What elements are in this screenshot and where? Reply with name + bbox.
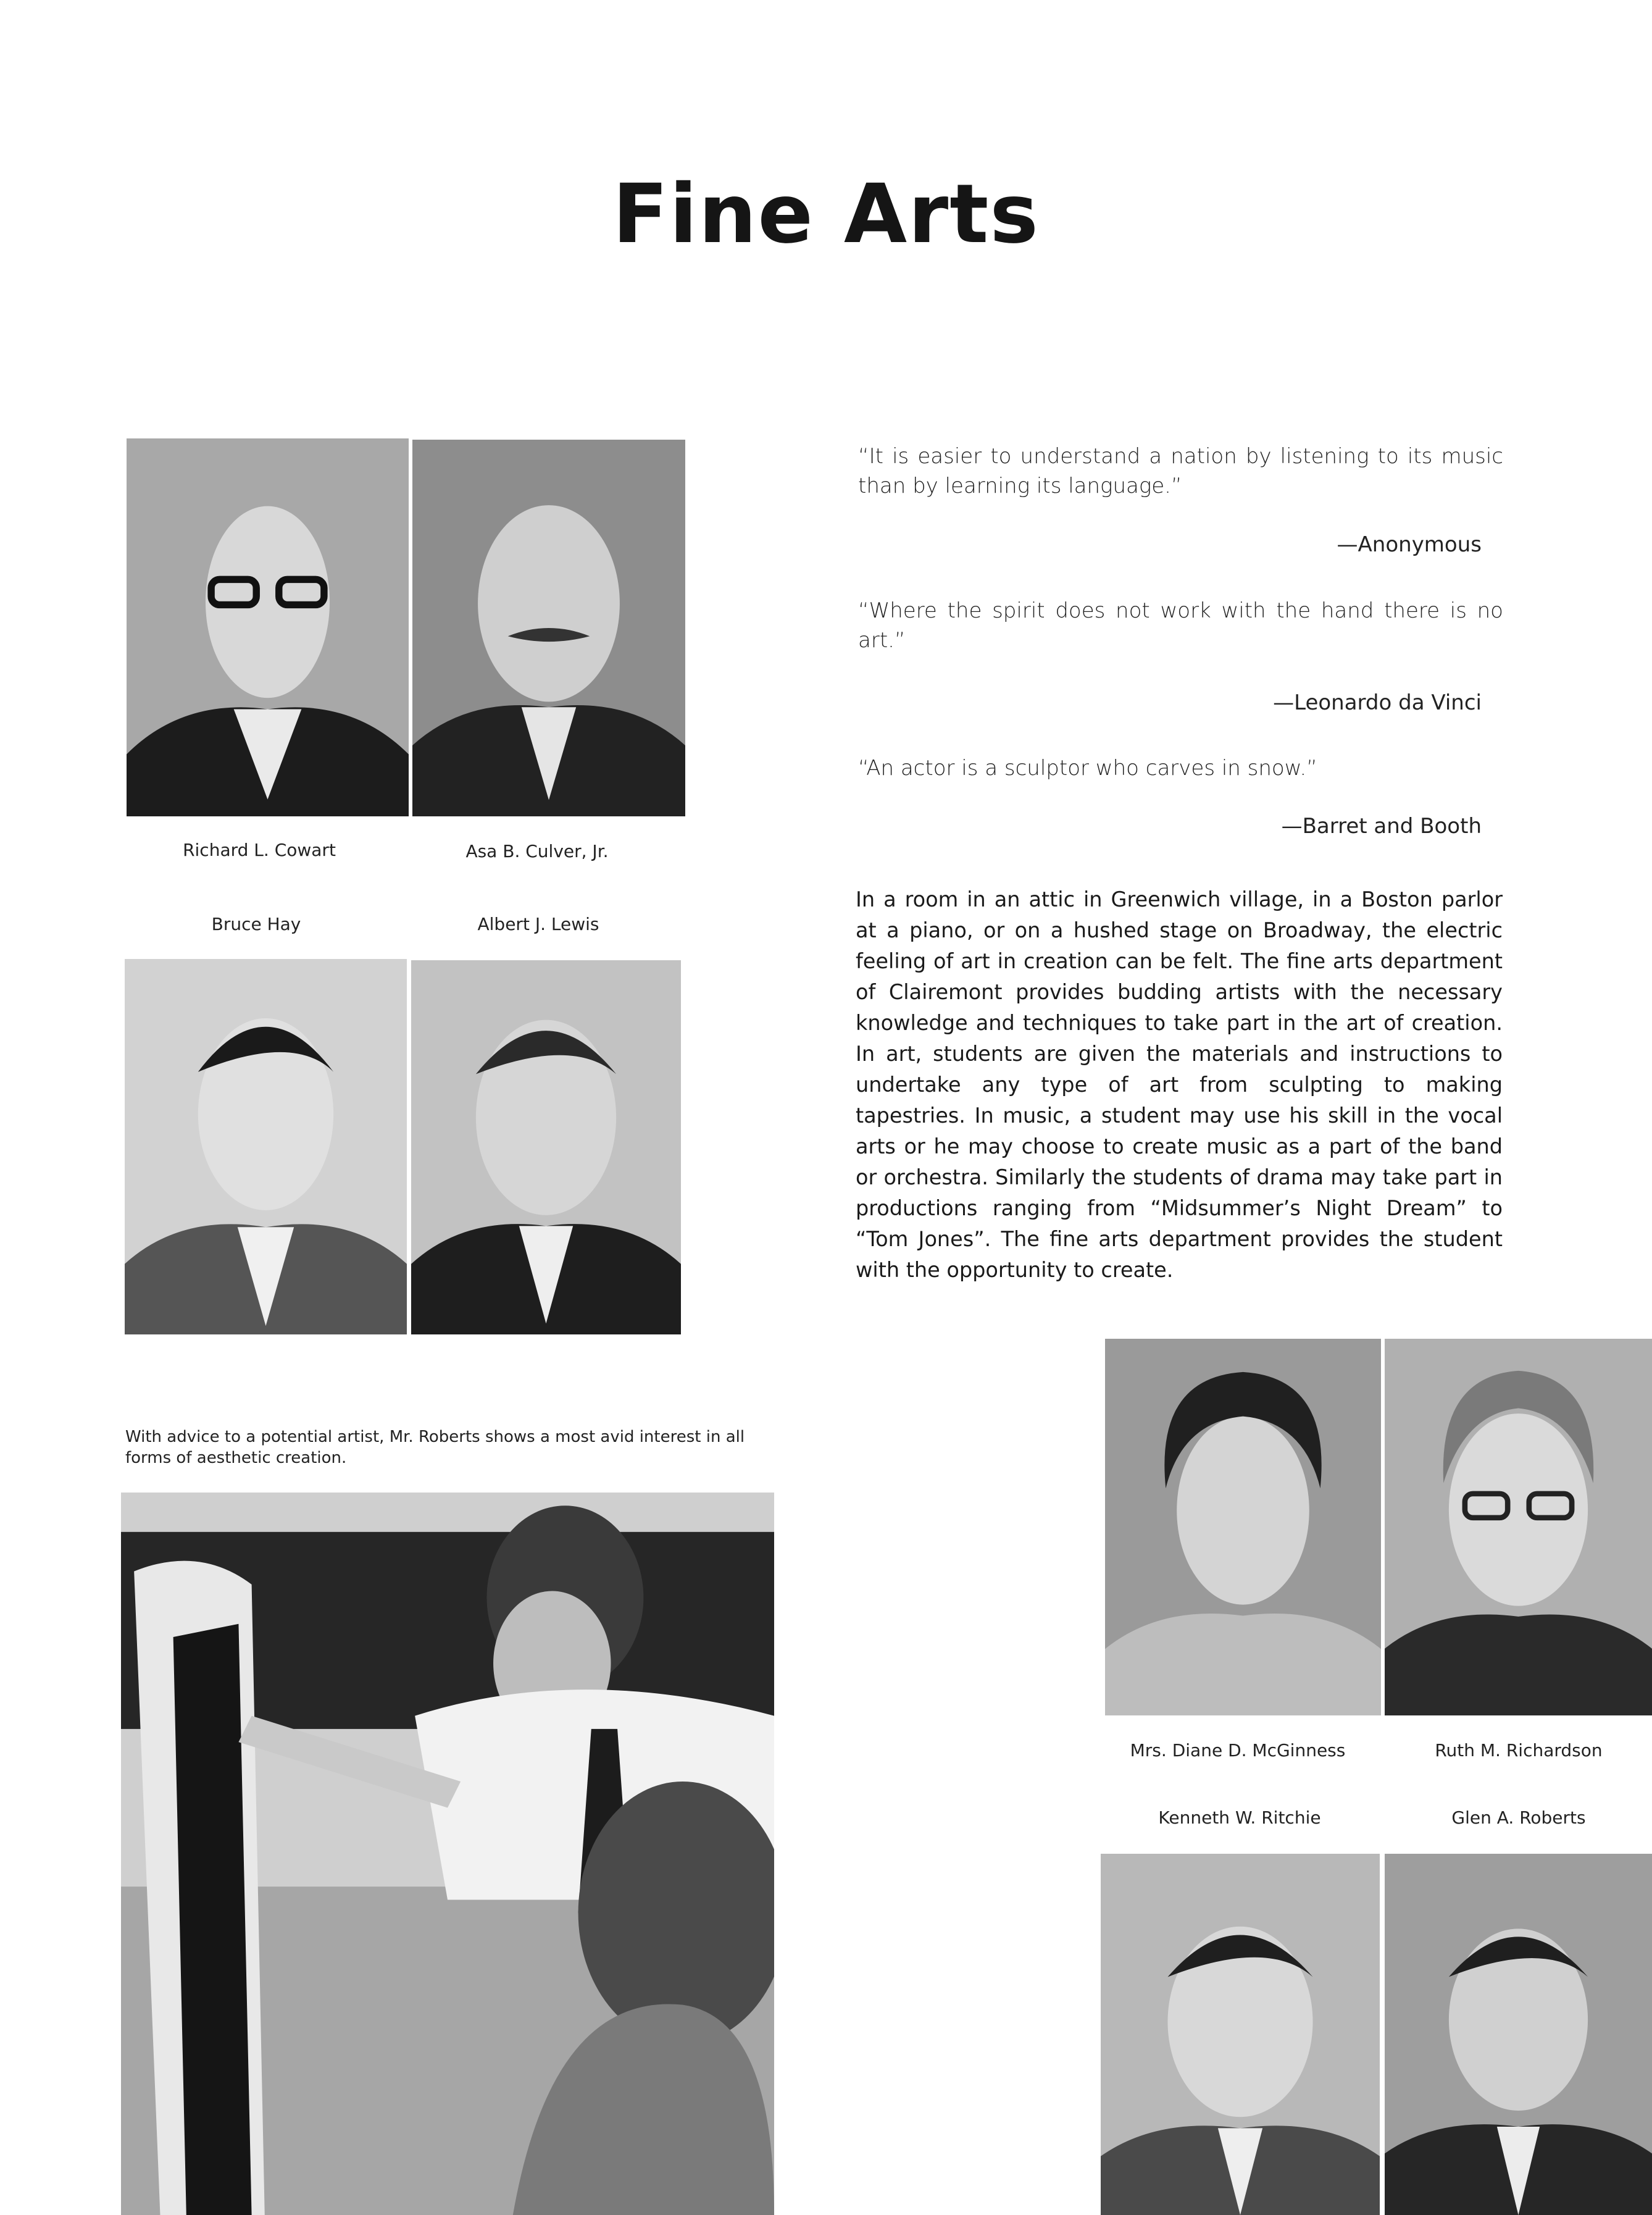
quote-text: “An actor is a sculptor who carves in snow.” [858,756,1317,781]
classroom-photo [121,1493,774,2215]
faculty-name: Glen A. Roberts [1451,1807,1586,1828]
faculty-name: Asa B. Culver, Jr. [465,841,609,861]
faculty-name: Bruce Hay [211,914,301,934]
portrait-photo [1101,1854,1380,2215]
quote-text: “It is easier to understand a nation by listening to its music than by learning its language.” [858,444,1503,498]
portrait-photo [125,959,407,1334]
quote-author: —Leonardo da Vinci [1273,690,1482,715]
faculty-name: Mrs. Diane D. McGinness [1130,1740,1346,1761]
faculty-name: Ruth M. Richardson [1435,1740,1603,1761]
quote-author: —Barret and Booth [1281,814,1482,839]
faculty-name: Kenneth W. Ritchie [1158,1807,1321,1828]
faculty-name: Richard L. Cowart [183,840,336,860]
photo-caption: With advice to a potential artist, Mr. Roberts shows a most avid interest in all forms of aesthetic creation. [125,1428,745,1467]
portrait-photo [1105,1339,1381,1715]
portrait-photo [1385,1339,1652,1715]
quote-author: —Anonymous [1337,532,1482,557]
quote-text: “Where the spirit does not work with the hand there is no art.” [858,598,1503,653]
department-description: In a room in an attic in Greenwich village, in a Boston parlor at a piano, or on a hushed stage on Broadway, the electric feeling of art in creation can be felt. The fine arts department of Clairemont provides budding artists with the necessary knowledge and techniques to take part in the art of creation. In art, students are given the materials and instructions to undertake any type of art from sculpting to making tapestries. In music, a student may use his skill in the vocal arts or he may choose to create music as a part of the band or orchestra. Similarly the students of drama may take part in productions ranging from “Midsummer’s Night Dream” to “Tom Jones”. The fine arts department provides the student with the opportunity to create. [856,887,1503,1282]
portrait-photo [412,440,685,816]
faculty-name: Albert J. Lewis [477,914,599,934]
page-title: Fine Arts [612,167,1040,262]
portrait-photo [1385,1854,1652,2215]
portrait-photo [127,438,409,816]
portrait-photo [411,960,681,1334]
